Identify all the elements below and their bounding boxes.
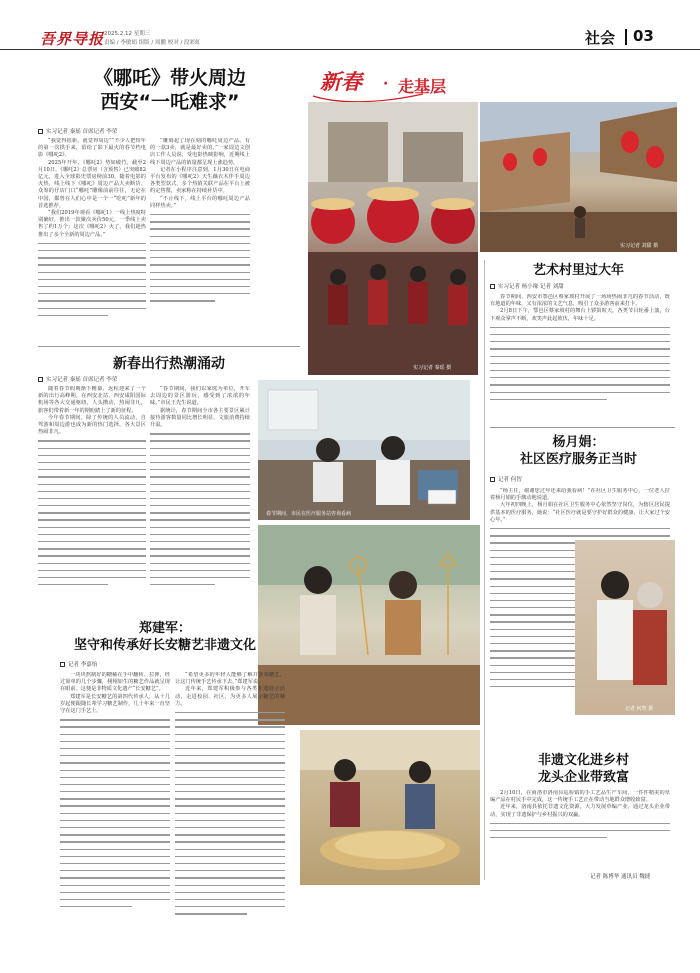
article5-byline — [490, 475, 522, 483]
article3-col1 — [60, 672, 170, 940]
article2-col2-text-lines — [150, 430, 250, 588]
photo-drum-celebration — [308, 102, 478, 375]
article5-title-line2: 社区医疗服务正当时 — [519, 452, 637, 467]
article4-byline-text: 实习记者 杨小缘 记者 刘甜 — [498, 284, 564, 290]
article5-lead: “杨主任，谢谢您过年还来给我看病！”在社区卫生服务中心，一位老人拉着杨月娟的手激动地说道。 — [490, 488, 670, 502]
article3-title-line1: 郑建军： — [138, 621, 191, 636]
clinic-scene-illustration — [258, 380, 470, 520]
article6-title-line2: 龙头企业带致富 — [537, 770, 629, 785]
article3-title — [50, 620, 280, 654]
column-rule-left — [484, 260, 485, 880]
badge-dot: · — [383, 76, 389, 92]
article4-body — [490, 294, 670, 422]
article6-title — [490, 752, 677, 786]
issue-date: 2025.2.12 星期三 — [104, 31, 151, 37]
article3-byline-text: 记者 李嘉怡 — [68, 662, 98, 668]
weaving-scene-illustration — [300, 730, 480, 885]
article2-col2 — [150, 386, 250, 614]
article6-byline-text: 记者 陈博华 通讯员 魏捷 — [590, 874, 651, 880]
article3-col2-para2: 近年来，郑建军积极参与各类非遗展示活动，走进校园、社区，为更多人展示糖艺的魅力。 — [175, 686, 285, 707]
article2-byline — [38, 375, 117, 383]
article3-col2-text-lines — [175, 709, 285, 917]
article2-col2-para2: 据统计，春节期间全市各主要景区累计接待游客数量同比增长明显，文旅消费持续升温。 — [150, 407, 250, 429]
photo4-caption: 记者 何智 摄 — [625, 706, 654, 712]
article1-col1 — [38, 138, 146, 338]
square-icon — [38, 129, 43, 134]
article6-body — [490, 790, 670, 868]
article1-col2-text-lines — [150, 211, 250, 304]
page-number: 03 — [633, 27, 654, 45]
article3-para2: 郑建军是长安糖艺的第四代传承人，从十几岁起便跟随长辈学习糖艺制作，几十年来一直坚守在这门手艺上。 — [60, 693, 170, 715]
article1-col2 — [150, 138, 250, 338]
article3-col1-text-lines — [60, 716, 170, 910]
photo2-caption: 春节期间，市民在医疗服务站咨询看病 — [266, 511, 352, 517]
article1-byline-text: 实习记者 秦瑶 首席记者 李荣 — [46, 129, 118, 135]
photo3-caption: 实习记者 刘甜 摄 — [620, 243, 659, 249]
article1-col2-para1: “雕刻起了现在刻的哪吒周边产品。有的一款3卖，就是最好卖的。”一家周边文创店工作人员说，受电影热映影响，近期线上线下周边产品的销量都呈现上涨趋势。 — [150, 138, 250, 166]
article2-lead: 随着春节假期渐下帷幕，返程迎来了一个新的出行高峰期。在西安北站、西安咸阳国际机场等各大交通枢纽，人头攒动，热闹非凡，旅客们带着新一年的期盼踏上了新的征程。 — [38, 386, 146, 414]
article3-col2 — [175, 672, 285, 940]
article4-lead: 春节期间，西安市鄠邑区蔡家坡村开展了一场场热闹非凡的春节活动，既有地道的年味，又有浓浓的文艺气息，吸引了众多游客前来打卡。 — [490, 294, 670, 308]
article1-title-line2: 西安“一吒难求” — [100, 91, 240, 113]
badge-swirl-icon — [308, 64, 428, 104]
article1-title — [60, 66, 280, 114]
square-icon — [38, 377, 43, 382]
article6-lead: 2月10日，在商洛市洛南县巡检镇的手工艺品生产车间，一件件精美的草编产品在村民手中完成，这一传统手工艺正在带动当地群众增收致富。 — [490, 790, 670, 804]
masthead-divider — [625, 29, 627, 45]
article6-para2: 近年来，洛南县依托非遗文化资源，大力发展草编产业，通过龙头企业带动，实现了非遗保护与乡村振兴的双赢。 — [490, 804, 670, 818]
photo-sugar-art — [258, 525, 480, 725]
article2-col1-text-lines — [38, 437, 146, 588]
article2-para2: 今年春节期间，除了传统的人员流动，自驾游和周边游也成为新的热门选择，各大景区热闹非凡。 — [38, 414, 146, 436]
article2-col2-para1: “春节期间，我们以家庭为单位，开车去周边的景区游玩，感受到了浓浓的年味。”市民王先生说道。 — [150, 386, 250, 407]
photo-lantern-street — [480, 102, 677, 252]
article2-byline-text: 实习记者 秦瑶 首席记者 李荣 — [46, 377, 118, 383]
article1-byline — [38, 127, 117, 135]
article5-title — [480, 434, 677, 468]
article3-byline — [60, 660, 97, 668]
article4-title: 艺术村里过大年 — [532, 263, 624, 278]
article2-top-rule — [38, 346, 300, 347]
article1-col1-text-lines — [38, 240, 146, 319]
article1-para3: “我们2019年观看《哪吒1》一线上热度特别确好，推出一款聚次卖价50元，一季线上卖售了约1万个；这次《哪吒2》火了，我们趁热推出了多个全新的周边产品。” — [38, 210, 146, 238]
square-icon — [490, 477, 495, 482]
badge-grassroots: 走基层 — [398, 77, 447, 96]
square-icon — [490, 284, 495, 289]
article6-byline — [590, 872, 650, 880]
article6-title-line1: 非遗文化进乡村 — [537, 753, 629, 768]
photo-weaving-workshop — [300, 730, 480, 885]
article6-text-lines — [490, 820, 670, 842]
article3-lead: 一块块熬制好的糖稀在手中翻转、拉伸，经过简单的几个步骤，栩栩如生的糖艺作品就呈现在眼前。这便是非物质文化遗产“长安糖艺”。 — [60, 672, 170, 693]
community-doctor-illustration — [575, 540, 675, 715]
article1-col2-para3: “不止线下，线上平台的哪吒周边产品同样热卖。” — [150, 195, 250, 209]
badge-new-year: 新春 — [320, 69, 362, 94]
article5-top-rule — [490, 427, 675, 428]
article5-para2: 大年初四晚上，杨月娟在社区卫生服务中心依然坚守岗位，为辖区居民提供基本的医疗服务，她说：“社区医疗就是要守护好群众的健康，让大家过个安心年。” — [490, 502, 670, 523]
photo-clinic — [258, 380, 470, 520]
masthead — [0, 0, 700, 50]
section-name: 社会 — [585, 29, 616, 47]
article1-title-line1: 《哪吒》带火周边 — [93, 67, 246, 89]
editor-credits: 责编 / 李敏娟 组版 / 周鹏 校对 / 段彩虹 — [104, 40, 201, 46]
article3-title-line2: 坚守和传承好长安糖艺非遗文化 — [73, 638, 256, 653]
article2-col1 — [38, 386, 146, 614]
article2-title: 新春出行热潮涌动 — [113, 356, 225, 372]
article4-byline — [490, 282, 564, 290]
photo-community-doctor — [575, 540, 675, 715]
article5-title-line1: 杨月娟： — [552, 435, 605, 450]
drum-scene-illustration — [308, 102, 478, 375]
article1-para2: 2025年开年，《哪吒2》势如破竹，截至2月10日，《哪吒2》总票房（含预售）已突破82亿元，进入全球影史票房榜前30，随着电影的火热，线上线下《哪吒》周边产品大卖断货、众筹的仔店门口“哪吒”雕像前前往往，无论在中国，都曾在人们心中是一个一“吃吒”新年的首选推荐。 — [38, 159, 146, 209]
sugar-art-scene-illustration — [258, 525, 480, 725]
article1-col2-para2: 记者在小程序注意到，1月30日在电商平台发布的《哪吒2》天生藕衣木伴手周边各类型款式，多个热销关联产品在平台上被约定售罄，卖家称在持续补货中。 — [150, 166, 250, 195]
photo1-caption: 实习记者 秦瑶 摄 — [413, 365, 452, 371]
article5-byline-text: 记者 何智 — [498, 477, 522, 483]
lantern-scene-illustration — [480, 102, 677, 252]
article4-text-lines — [490, 324, 670, 403]
square-icon — [60, 662, 65, 667]
article4-para2: 2月8日下午，鄠邑区蔡家坡村的舞台上锣鼓喧天，各类节目轮番上演，台下观众掌声不断，欢笑声此起彼伏，年味十足。 — [490, 308, 670, 322]
article1-lead: “我觉得很新，就觉得周边”“不少人把短年的第一次拱手来，留给了影下最火的春节档电影《哪吒2》。 — [38, 138, 146, 159]
newspaper-logo: 吾界导报 — [40, 30, 105, 48]
article3-col2-para1: “希望更多的年轻人能够了解并喜欢糖艺，让这门传统手艺传承下去。”郑建军说。 — [175, 672, 285, 686]
